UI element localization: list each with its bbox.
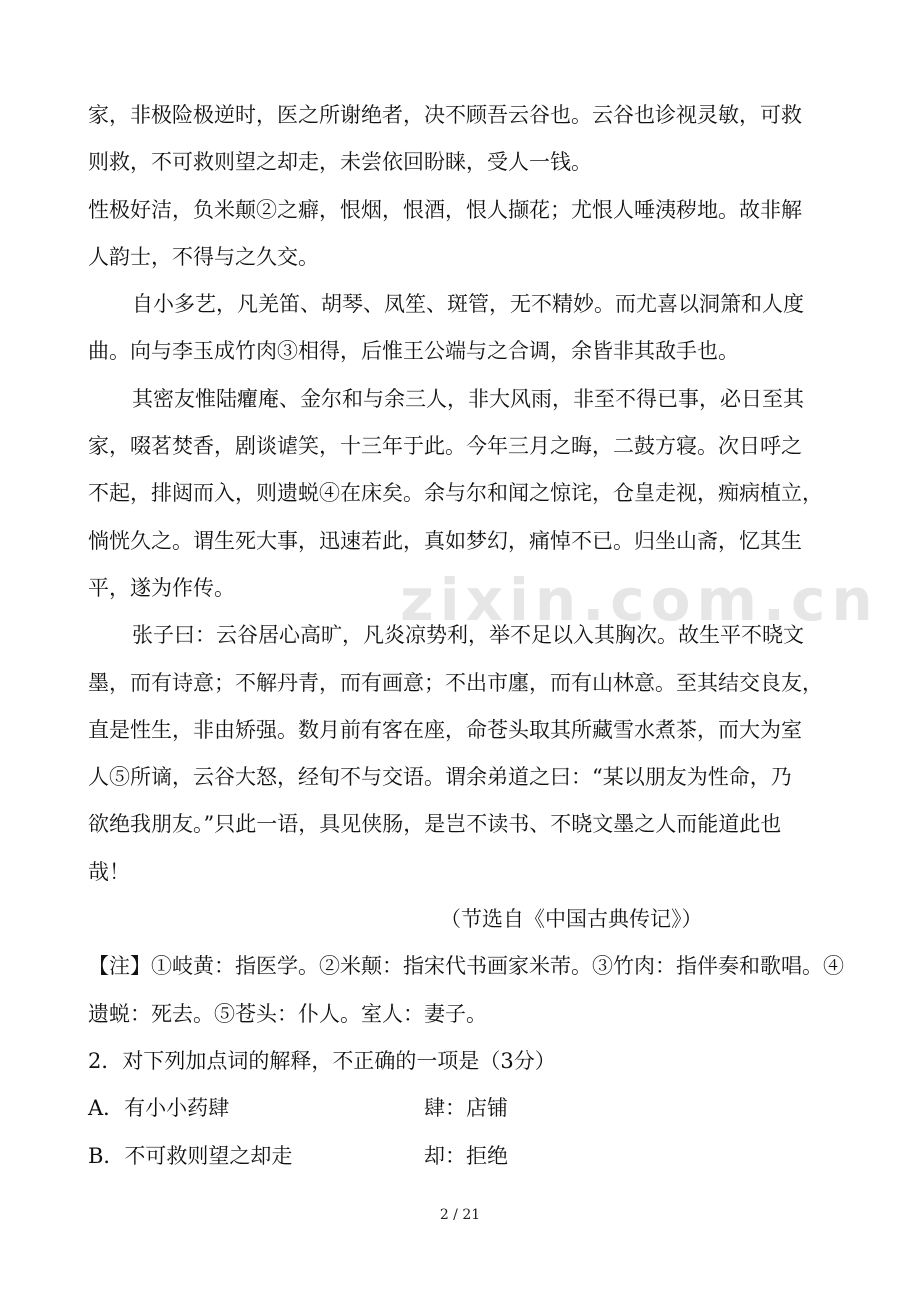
text-line: 直是性生，非由矫强。数月前有客在座，命苍头取其所藏雪水煮茶，而大为室 — [88, 717, 802, 742]
text-line: 家，非极险极逆时，医之所谢绝者，决不顾吾云谷也。云谷也诊视灵敏，可救 — [88, 103, 802, 127]
text-line: 惝恍久之。谓生死大事，迅速若此，真如梦幻，痛悼不已。归坐山斋，忆其生 — [88, 528, 802, 553]
text-line: 墨，而有诗意；不解丹青，而有画意；不出市廛，而有山林意。至其结交良友， — [88, 670, 823, 695]
text-line: 则救，不可救则望之却走，未尝依回盼睐，受人一钱。 — [88, 150, 592, 175]
option-explanation: 肆：店铺 — [424, 1096, 508, 1121]
question-option — [88, 1085, 840, 1132]
note-line: 遗蜕：死去。⑤苍头：仆人。室人：妻子。 — [88, 1001, 487, 1026]
watermark: zixin.com.cn — [400, 566, 879, 634]
question-stem: 2．对下列加点词的解释，不正确的一项是（3分） — [88, 1048, 556, 1073]
text-line: 家，啜茗焚香，剧谈谑笑，十三年于此。今年三月之晦，二鼓方寝。次日呼之 — [88, 434, 802, 459]
source-citation: （节选自《中国古典传记》） — [440, 907, 703, 932]
text-line: 平，遂为作传。 — [88, 575, 235, 600]
text-line: 张子曰：云谷居心高旷，凡炎凉势利，举不足以入其胸次。故生平不晓文 — [132, 623, 804, 648]
text-line: 欲绝我朋友。”只此一语，具见侠肠，是岂不读书、不晓文墨之人而能道此也 — [88, 812, 782, 837]
document-body — [88, 92, 844, 1180]
text-line: 人⑤所谪，云谷大怒，经旬不与交语。谓余弟道之曰：“某以朋友为性命，乃 — [88, 765, 792, 790]
text-line: 哉！ — [88, 859, 130, 884]
text-line: 曲。向与李玉成竹肉③相得，后惟王公端与之合调，余皆非其敌手也。 — [88, 339, 739, 364]
option-text: A．有小小药肆 — [88, 1096, 230, 1121]
text-line: 其密友惟陆癯庵、金尔和与余三人，非大风雨，非至不得已事，必日至其 — [132, 386, 804, 411]
question-option — [88, 1133, 840, 1180]
text-line: 人韵士，不得与之久交。 — [88, 244, 319, 269]
option-explanation: 却：拒绝 — [424, 1143, 508, 1168]
option-text: B．不可救则望之却走 — [88, 1143, 293, 1168]
note-line: 【注】①岐黄：指医学。②米颠：指宋代书画家米芾。③竹肉：指伴奏和歌唱。④ — [88, 954, 844, 979]
page-number: 2 / 21 — [439, 1207, 481, 1223]
text-line: 不起，排闼而入，则遗蜕④在床矣。余与尔和闻之惊诧，仓皇走视，痴病植立， — [88, 481, 823, 506]
text-line: 性极好洁，负米颠②之癖，恨烟，恨酒，恨人撷花；尤恨人唾洟秽地。故非解 — [88, 197, 802, 222]
text-line: 自小多艺，凡羌笛、胡琴、凤笙、斑管，无不精妙。而尤喜以洞箫和人度 — [132, 292, 804, 317]
